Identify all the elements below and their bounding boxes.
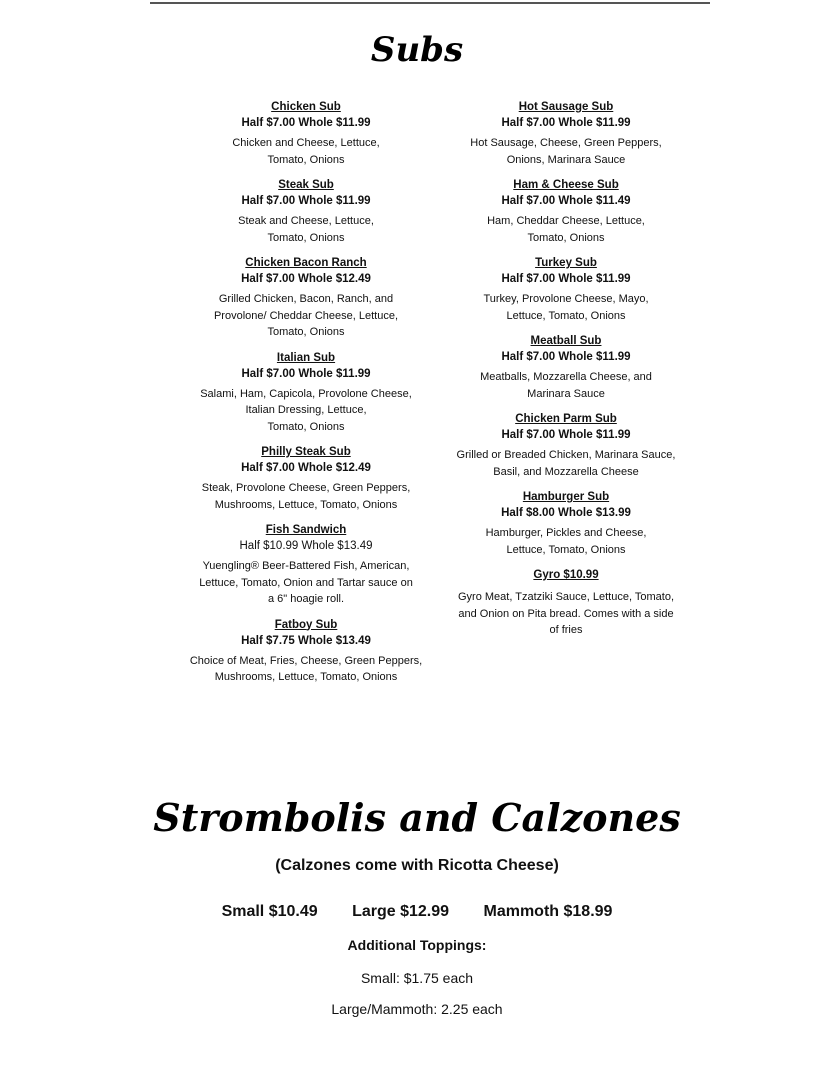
item-price: Half $7.00 Whole $11.99 (241, 117, 371, 129)
item-name: Gyro $10.99 (533, 569, 599, 581)
item-name: Hot Sausage Sub (518, 101, 614, 113)
item-name: Fish Sandwich (265, 524, 347, 536)
menu-item (436, 333, 696, 402)
page-top-edge-line (150, 2, 710, 4)
item-description: Yuengling® Beer-Battered Fish, American, Lettuce, Tomato, Onion and Tartar sauce on a 6" hoagie roll. (199, 560, 413, 605)
menu-item (436, 567, 696, 639)
subs-section-title: Subs (370, 30, 464, 70)
size-price-large: Large $12.99 (352, 903, 450, 920)
menu-item (176, 99, 436, 168)
menu-item (436, 411, 696, 480)
toppings-label: Additional Toppings: (347, 937, 487, 953)
size-price-mammoth: Mammoth $18.99 (483, 903, 613, 920)
menu-item (176, 617, 436, 686)
item-name: Chicken Bacon Ranch (245, 257, 367, 269)
item-price: Half $7.00 Whole $11.99 (501, 351, 631, 363)
menu-item (436, 177, 696, 246)
item-description: Chicken and Cheese, Lettuce, Tomato, Onions (232, 137, 380, 166)
item-description: Hot Sausage, Cheese, Green Peppers, Onions, Marinara Sauce (470, 137, 662, 166)
menu-item (436, 489, 696, 558)
topping-price-large: Large/Mammoth: 2.25 each (331, 1001, 503, 1017)
item-price: Half $7.00 Whole $11.49 (501, 195, 631, 207)
item-price: Half $7.00 Whole $12.49 (241, 273, 371, 285)
topping-price-small: Small: $1.75 each (360, 970, 474, 986)
subs-right-column (436, 99, 696, 648)
item-name: Chicken Parm Sub (515, 413, 617, 425)
size-prices (0, 903, 834, 921)
item-price: Half $7.00 Whole $11.99 (241, 367, 371, 380)
item-description: Grilled or Breaded Chicken, Marinara Sauce, Basil, and Mozzarella Cheese (456, 449, 676, 478)
item-description: Ham, Cheddar Cheese, Lettuce, Tomato, Onions (487, 215, 645, 244)
strombolis-section-title: Strombolis and Calzones (153, 795, 681, 840)
item-name: Meatball Sub (530, 335, 602, 347)
item-name: Chicken Sub (271, 101, 341, 113)
item-name: Steak Sub (278, 179, 334, 191)
menu-item (176, 444, 436, 513)
item-name: Turkey Sub (535, 257, 597, 269)
item-description: Choice of Meat, Fries, Cheese, Green Peppers, Mushrooms, Lettuce, Tomato, Onions (189, 654, 423, 683)
item-description: Steak and Cheese, Lettuce, Tomato, Onions (238, 215, 374, 244)
item-price: Half $7.00 Whole $11.99 (241, 195, 371, 207)
menu-item (176, 522, 436, 608)
item-price: Half $7.00 Whole $11.99 (501, 273, 631, 285)
item-price: Half $7.00 Whole $11.99 (501, 429, 631, 441)
menu-item (176, 177, 436, 246)
menu-item (436, 255, 696, 324)
menu-item (436, 99, 696, 168)
size-price-small: Small $10.49 (221, 903, 318, 920)
item-description: Salami, Ham, Capicola, Provolone Cheese, Italian Dressing, Lettuce, Tomato, Onions (200, 387, 412, 433)
menu-item (176, 350, 436, 436)
item-description: Steak, Provolone Cheese, Green Peppers, Mushrooms, Lettuce, Tomato, Onions (201, 482, 411, 511)
item-name: Hamburger Sub (522, 491, 610, 503)
item-description: Hamburger, Pickles and Cheese, Lettuce, Tomato, Onions (485, 527, 647, 556)
item-price: Half $8.00 Whole $13.99 (501, 507, 631, 519)
item-description: Meatballs, Mozzarella Cheese, and Marinara Sauce (480, 371, 652, 400)
item-name: Italian Sub (276, 351, 336, 364)
item-description: Grilled Chicken, Bacon, Ranch, and Provolone/ Cheddar Cheese, Lettuce, Tomato, Onions (213, 293, 399, 338)
item-name: Philly Steak Sub (261, 446, 351, 458)
calzone-note: (Calzones come with Ricotta Cheese) (275, 857, 559, 874)
item-price: Half $10.99 Whole $13.49 (239, 540, 373, 552)
menu-item (176, 255, 436, 341)
item-description: Turkey, Provolone Cheese, Mayo, Lettuce, Tomato, Onions (483, 293, 649, 322)
item-name: Fatboy Sub (274, 618, 338, 631)
subs-left-column (176, 99, 436, 695)
item-price: Half $7.75 Whole $13.49 (241, 634, 371, 647)
item-price: Half $7.00 Whole $11.99 (501, 117, 631, 129)
item-description: Gyro Meat, Tzatziki Sauce, Lettuce, Tomato, and Onion on Pita bread. Comes with a side of fries (457, 591, 675, 636)
item-price: Half $7.00 Whole $12.49 (241, 462, 371, 474)
item-name: Ham & Cheese Sub (513, 179, 619, 191)
